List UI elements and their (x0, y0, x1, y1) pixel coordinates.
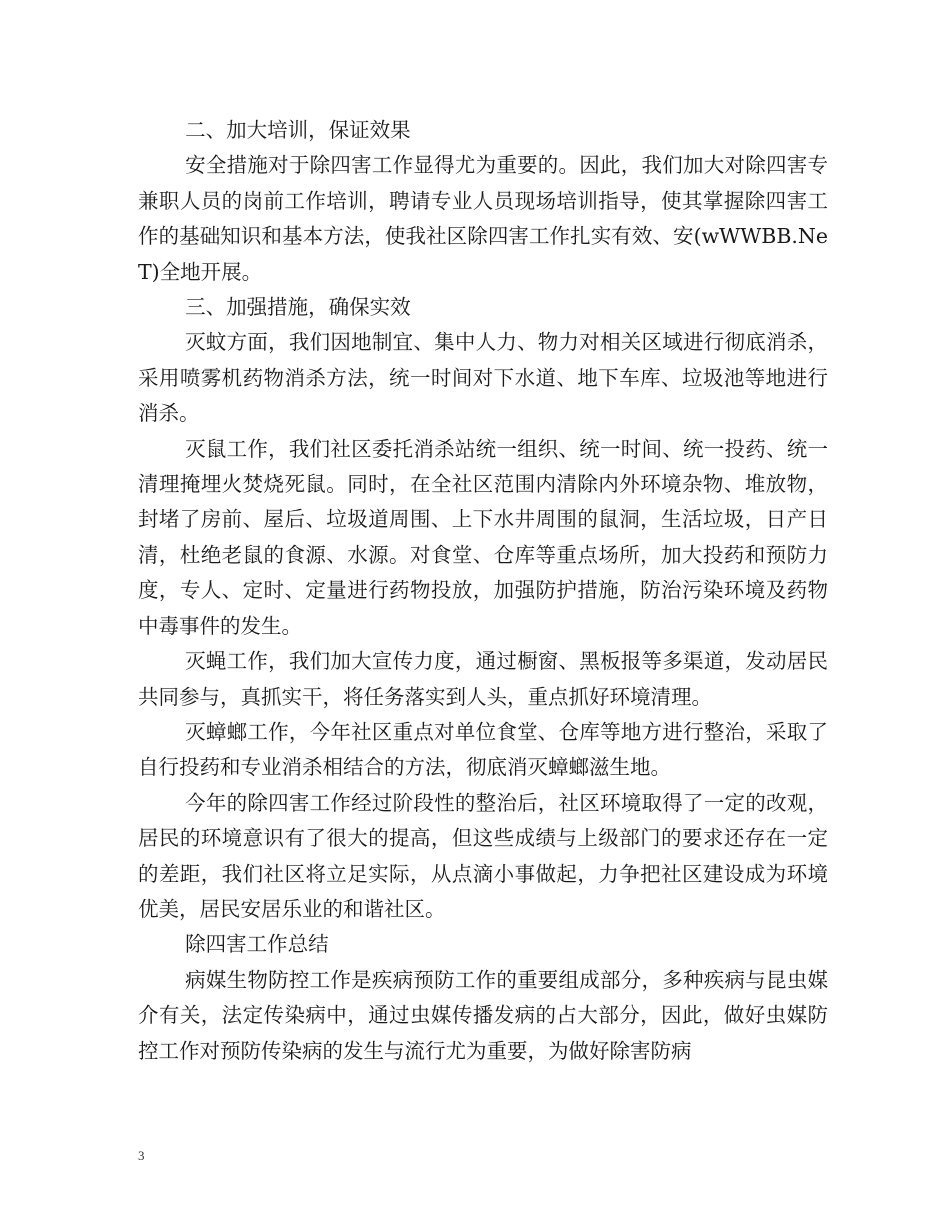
paragraph-vector-control: 病媒生物防控工作是疾病预防工作的重要组成部分，多种疾病与昆虫媒介有关，法定传染病中，通过虫媒传播发病的占大部分，因此，做好虫媒防控工作对预防传染病的发生与流行尤为重要，为做好除害防病 (138, 967, 828, 1063)
paragraph-mosquito-control: 灭蚊方面，我们因地制宜、集中人力、物力对相关区域进行彻底消杀，采用喷雾机药物消杀方法，统一时间对下水道、地下车库、垃圾池等地进行消杀。 (138, 330, 828, 426)
paragraph-training: 安全措施对于除四害工作显得尤为重要的。因此，我们加大对除四害专兼职人员的岗前工作培训，聘请专业人员现场培训指导，使其掌握除四害工作的基础知识和基本方法，使我社区除四害工作扎实有效、安(wWWBB.NeT)全地开展。 (138, 153, 828, 284)
document-body (138, 113, 828, 1069)
page-number: 3 (138, 1148, 145, 1163)
paragraph-cockroach-control: 灭蟑螂工作，今年社区重点对单位食堂、仓库等地方进行整治，采取了自行投药和专业消杀相结合的方法，彻底消灭蟑螂滋生地。 (138, 719, 828, 780)
paragraph-conclusion: 今年的除四害工作经过阶段性的整治后，社区环境取得了一定的改观，居民的环境意识有了很大的提高，但这些成绩与上级部门的要求还存在一定的差距，我们社区将立足实际，从点滴小事做起，力争把社区建设成为环境优美，居民安居乐业的和谐社区。 (138, 790, 828, 921)
document-subtitle: 除四害工作总结 (185, 932, 329, 957)
paragraph-fly-control: 灭蝇工作，我们加大宣传力度，通过橱窗、黑板报等多渠道，发动居民共同参与，真抓实干，将任务落实到人头，重点抓好环境清理。 (138, 649, 828, 709)
section-heading-measures: 三、加强措施，确保实效 (185, 295, 411, 320)
paragraph-rodent-control: 灭鼠工作，我们社区委托消杀站统一组织、统一时间、统一投药、统一清理掩埋火焚烧死鼠。同时，在全社区范围内清除内外环境杂物、堆放物，封堵了房前、屋后、垃圾道周围、上下水井周围的鼠洞，生活垃圾，日产日清，杜绝老鼠的食源、水源。对食堂、仓库等重点场所，加大投药和预防力度，专人、定时、定量进行药物投放，加强防护措施，防治污染环境及药物中毒事件的发生。 (138, 436, 828, 638)
section-heading-training: 二、加大培训，保证效果 (185, 118, 411, 142)
